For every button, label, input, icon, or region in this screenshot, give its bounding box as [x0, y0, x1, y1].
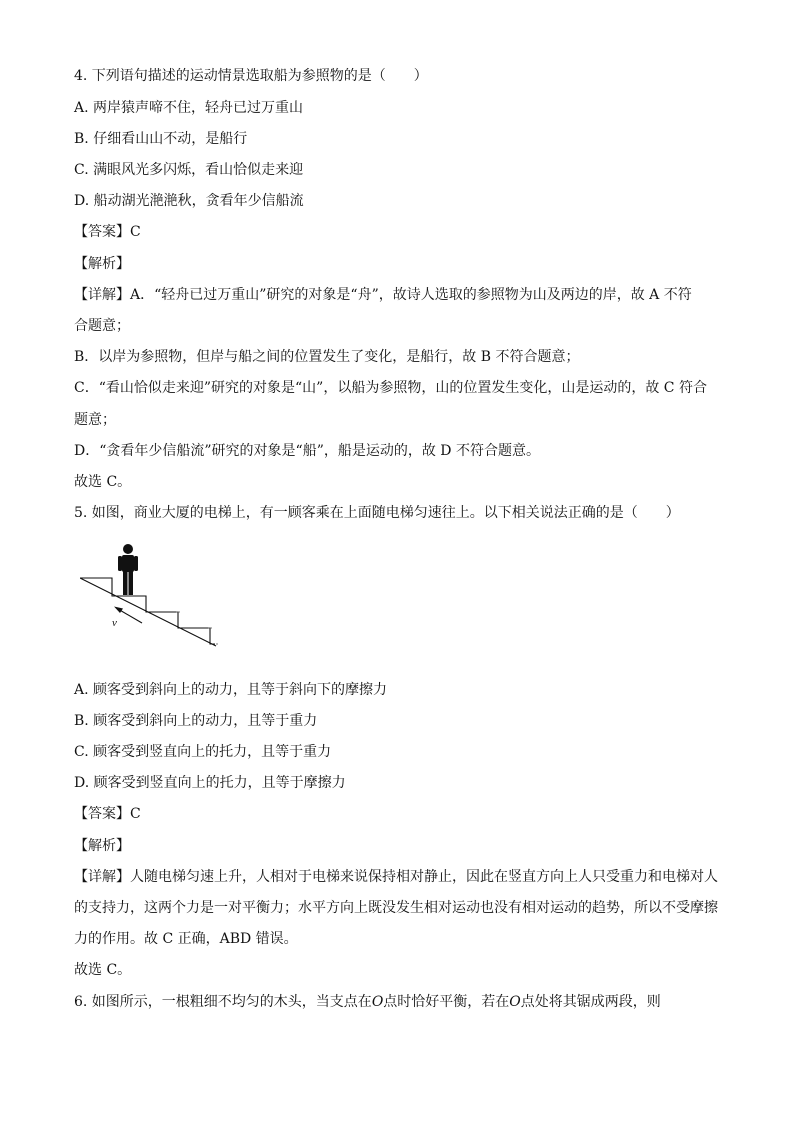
q6-stem-part: 点时恰好平衡，若在 [383, 994, 510, 1010]
q4-option-d: D. 船动湖光滟滟秋，贪看年少信船流 [74, 193, 304, 209]
q4-analysis-label: 【解析】 [74, 256, 130, 272]
q4-answer: 【答案】C [74, 224, 141, 240]
q4-detail-line: C．“看山恰似走来迎”研究的对象是“山”，以船为参照物，山的位置发生变化，山是运动的，故 C 符合 [74, 380, 707, 396]
q5-option-b: B. 顾客受到斜向上的动力，且等于重力 [74, 713, 318, 729]
pivot-o-label: O [509, 994, 521, 1010]
q5-detail-line: 【详解】人随电梯匀速上升，人相对于电梯来说保持相对静止，因此在竖直方向上人只受重力和电梯对人 [74, 869, 718, 885]
escalator-figure [80, 542, 230, 652]
q5-stem: 5. 如图，商业大厦的电梯上，有一顾客乘在上面随电梯匀速往上。以下相关说法正确的是（ ） [74, 505, 680, 521]
q4-conclusion: 故选 C。 [74, 474, 132, 490]
q6-stem-part: 点处将其锯成两段，则 [520, 994, 661, 1010]
q4-detail-line: B．以岸为参照物，但岸与船之间的位置发生了变化，是船行，故 B 不符合题意； [74, 349, 580, 365]
escalator-incline [80, 578, 216, 646]
pivot-o-label: O [371, 994, 384, 1010]
q5-analysis-label: 【解析】 [74, 838, 130, 854]
q5-detail-line: 的支持力，这两个力是一对平衡力；水平方向上既没发生相对运动也没有相对运动的趋势，所以不受摩擦 [74, 900, 718, 916]
q5-conclusion: 故选 C。 [74, 962, 132, 978]
q5-detail-line: 力的作用。故 C 正确，ABD 错误。 [74, 931, 298, 947]
person-icon [118, 544, 138, 595]
q4-detail-line: 【详解】A．“轻舟已过万重山”研究的对象是“舟”，故诗人选取的参照物为山及两边的岸，故 A 不符 [74, 287, 692, 303]
q4-detail-line: 合题意； [74, 318, 130, 334]
q5-option-c: C. 顾客受到竖直向上的托力，且等于重力 [74, 744, 332, 760]
velocity-arrow [118, 609, 142, 623]
velocity-label: v [112, 617, 117, 629]
q5-option-d: D. 顾客受到竖直向上的托力，且等于摩擦力 [74, 775, 346, 791]
q4-stem: 4. 下列语句描述的运动情景选取船为参照物的是（ ） [74, 68, 428, 84]
q4-detail-line: D．“贪看年少信船流”研究的对象是“船”，船是运动的，故 D 不符合题意。 [74, 443, 540, 459]
velocity-arrowhead [114, 607, 123, 614]
q6-stem [74, 992, 724, 1012]
q4-option-c: C. 满眼风光多闪烁，看山恰似走来迎 [74, 162, 304, 178]
q4-option-a: A. 两岸猿声啼不住，轻舟已过万重山 [74, 100, 304, 116]
q5-option-a: A. 顾客受到斜向上的动力，且等于斜向下的摩擦力 [74, 682, 388, 698]
q4-detail-line: 题意； [74, 412, 116, 428]
q6-stem-part: 6. 如图所示，一根粗细不均匀的木头，当支点在 [74, 994, 372, 1010]
q4-option-b: B. 仔细看山山不动，是船行 [74, 131, 248, 147]
q5-answer: 【答案】C [74, 806, 141, 822]
